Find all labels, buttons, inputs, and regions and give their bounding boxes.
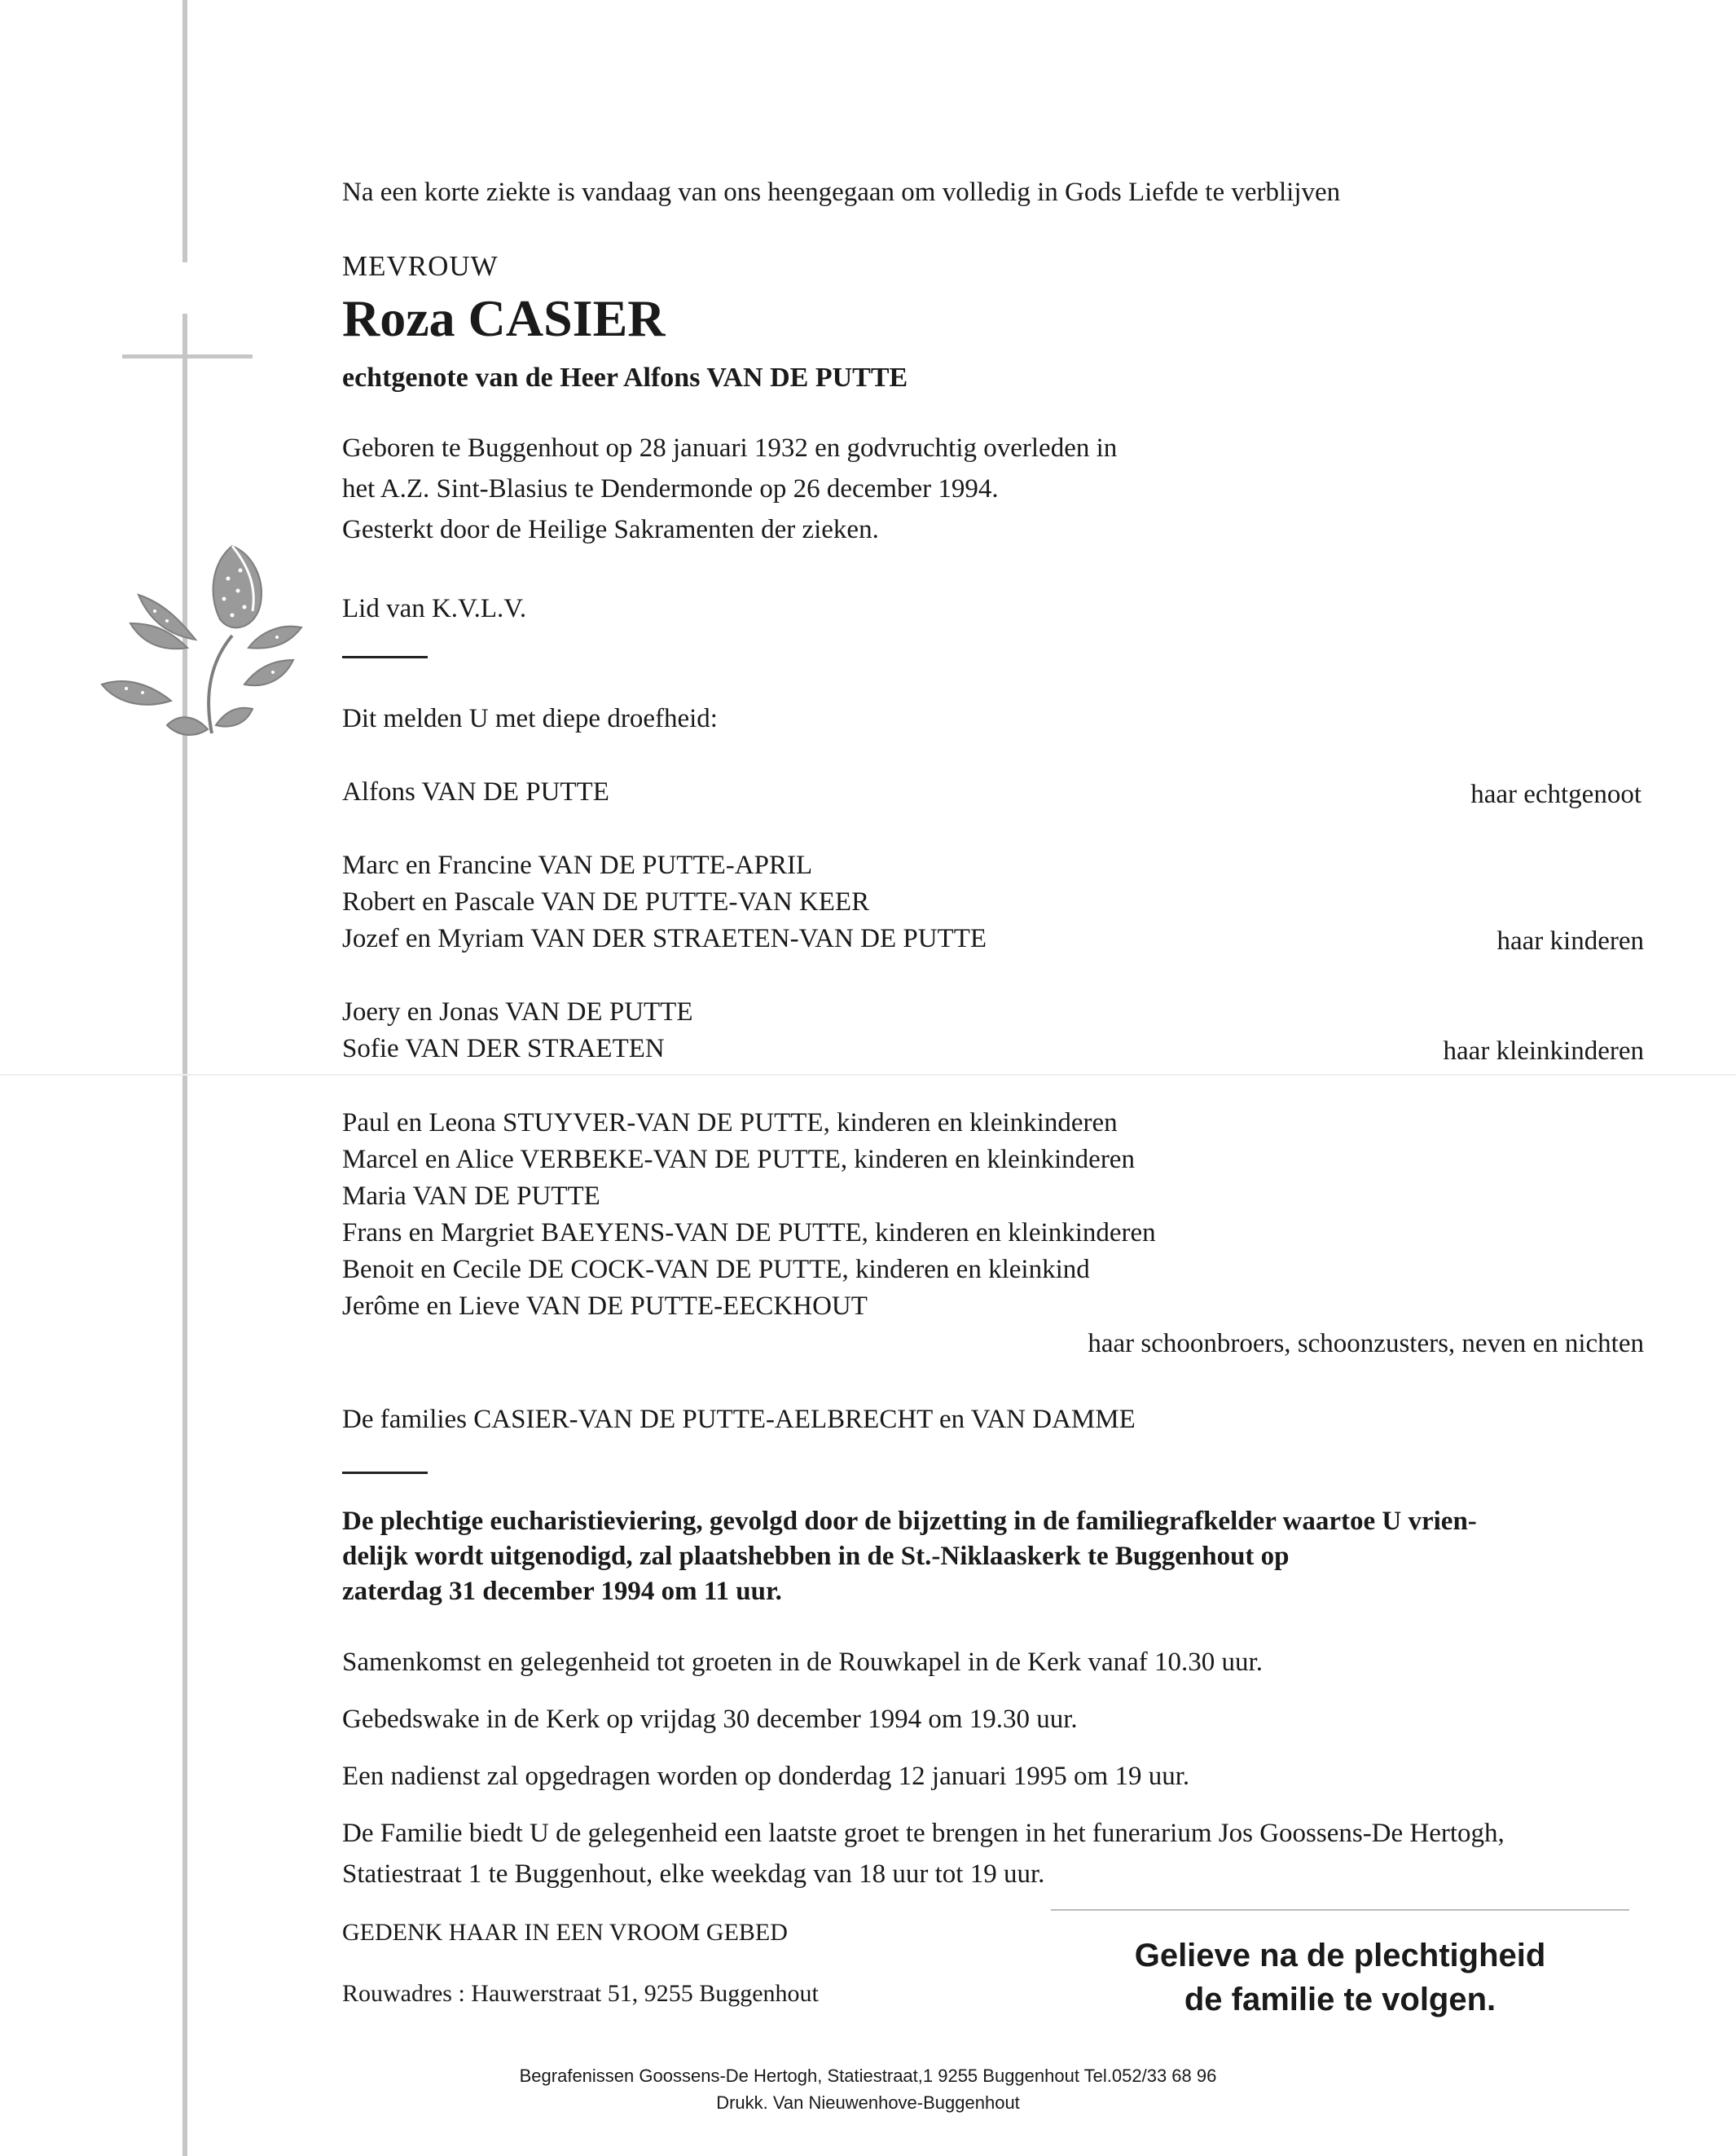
meeting-info: Samenkomst en gelegenheid tot groeten in de Rouwkapel in de Kerk vanaf 10.30 uur. [342, 1648, 1263, 1677]
footer-funeral-home: Begrafenissen Goossens-De Hertogh, Statiestraat,1 9255 Buggenhout Tel.052/33 68 96 [519, 2066, 1217, 2086]
follow-line-1: Gelieve na de plechtigheid [1134, 1938, 1546, 1973]
footer-printer: Drukk. Van Nieuwenhove-Buggenhout [716, 2092, 1020, 2113]
deceased-name: Roza CASIER [342, 289, 666, 347]
inlaw-2: Marcel en Alice VERBEKE-VAN DE PUTTE, kinderen en kleinkinderen [342, 1145, 1135, 1174]
bio-line-1: Geboren te Buggenhout op 28 januari 1932 en godvruchtig overleden in [342, 433, 1118, 463]
intro-text: Na een korte ziekte is vandaag van ons heengegaan om volledig in Gods Liefde te verblijven [342, 178, 1341, 207]
children-role: haar kinderen [1496, 926, 1644, 956]
inlaw-1: Paul en Leona STUYVER-VAN DE PUTTE, kinderen en kleinkinderen [342, 1108, 1118, 1137]
follow-top-rule [1051, 1909, 1629, 1911]
service-info: Een nadienst zal opgedragen worden op donderdag 12 januari 1995 om 19 uur. [342, 1762, 1190, 1791]
spouse-role: haar echtgenoot [1470, 780, 1642, 809]
ceremony-line-1: De plechtige eucharistieviering, gevolgd door de bijzetting in de familiegrafkelder waartoe U vrien- [342, 1507, 1477, 1536]
ceremony-line-2: delijk wordt uitgenodigd, zal plaatshebben in de St.-Niklaaskerk te Buggenhout op [342, 1542, 1290, 1571]
paper-fold-line [0, 1074, 1736, 1076]
inlaw-3: Maria VAN DE PUTTE [342, 1181, 600, 1211]
inlaw-6: Jerôme en Lieve VAN DE PUTTE-EECKHOUT [342, 1291, 868, 1321]
child-1: Marc en Francine VAN DE PUTTE-APRIL [342, 851, 813, 880]
separator-1 [342, 656, 428, 658]
membership: Lid van K.V.L.V. [342, 594, 527, 623]
inlaw-5: Benoit en Cecile DE COCK-VAN DE PUTTE, kinderen en kleinkind [342, 1255, 1090, 1284]
vigil-info: Gebedswake in de Kerk op vrijdag 30 december 1994 om 19.30 uur. [342, 1705, 1078, 1734]
bio-line-3: Gesterkt door de Heilige Sakramenten der zieken. [342, 515, 879, 544]
bio-line-2: het A.Z. Sint-Blasius te Dendermonde op 26 december 1994. [342, 474, 999, 504]
grandchild-1: Joery en Jonas VAN DE PUTTE [342, 997, 693, 1027]
follow-line-2: de familie te volgen. [1184, 1982, 1496, 2017]
announce-text: Dit melden U met diepe droefheid: [342, 704, 718, 733]
child-2: Robert en Pascale VAN DE PUTTE-VAN KEER [342, 887, 870, 917]
separator-2 [342, 1472, 428, 1474]
families-line: De families CASIER-VAN DE PUTTE-AELBRECHT en VAN DAMME [342, 1405, 1136, 1434]
funerarium-line-2: Statiestraat 1 te Buggenhout, elke weekdag van 18 uur tot 19 uur. [342, 1859, 1045, 1889]
spouse-line: echtgenote van de Heer Alfons VAN DE PUTTE [342, 363, 908, 393]
flower-icon [90, 530, 310, 774]
honorific: MEVROUW [342, 250, 499, 282]
cross-vertical-bottom [182, 786, 187, 2156]
grandchildren-role: haar kleinkinderen [1443, 1036, 1644, 1066]
inlaw-4: Frans en Margriet BAEYENS-VAN DE PUTTE, kinderen en kleinkinderen [342, 1218, 1156, 1247]
child-3: Jozef en Myriam VAN DER STRAETEN-VAN DE PUTTE [342, 924, 987, 953]
cross-horizontal [122, 354, 253, 359]
spouse-name: Alfons VAN DE PUTTE [342, 777, 609, 807]
mourning-address: Rouwadres : Hauwerstraat 51, 9255 Buggenhout [342, 1980, 819, 2007]
inlaws-role: haar schoonbroers, schoonzusters, neven en nichten [1088, 1329, 1644, 1358]
funerarium-line-1: De Familie biedt U de gelegenheid een laatste groet te brengen in het funerarium Jos Goossens-De Hertogh, [342, 1819, 1505, 1848]
grandchild-2: Sofie VAN DER STRAETEN [342, 1034, 665, 1063]
cross-vertical-top [182, 0, 187, 262]
prayer-line: GEDENK HAAR IN EEN VROOM GEBED [342, 1919, 788, 1946]
ceremony-line-3: zaterdag 31 december 1994 om 11 uur. [342, 1577, 782, 1606]
